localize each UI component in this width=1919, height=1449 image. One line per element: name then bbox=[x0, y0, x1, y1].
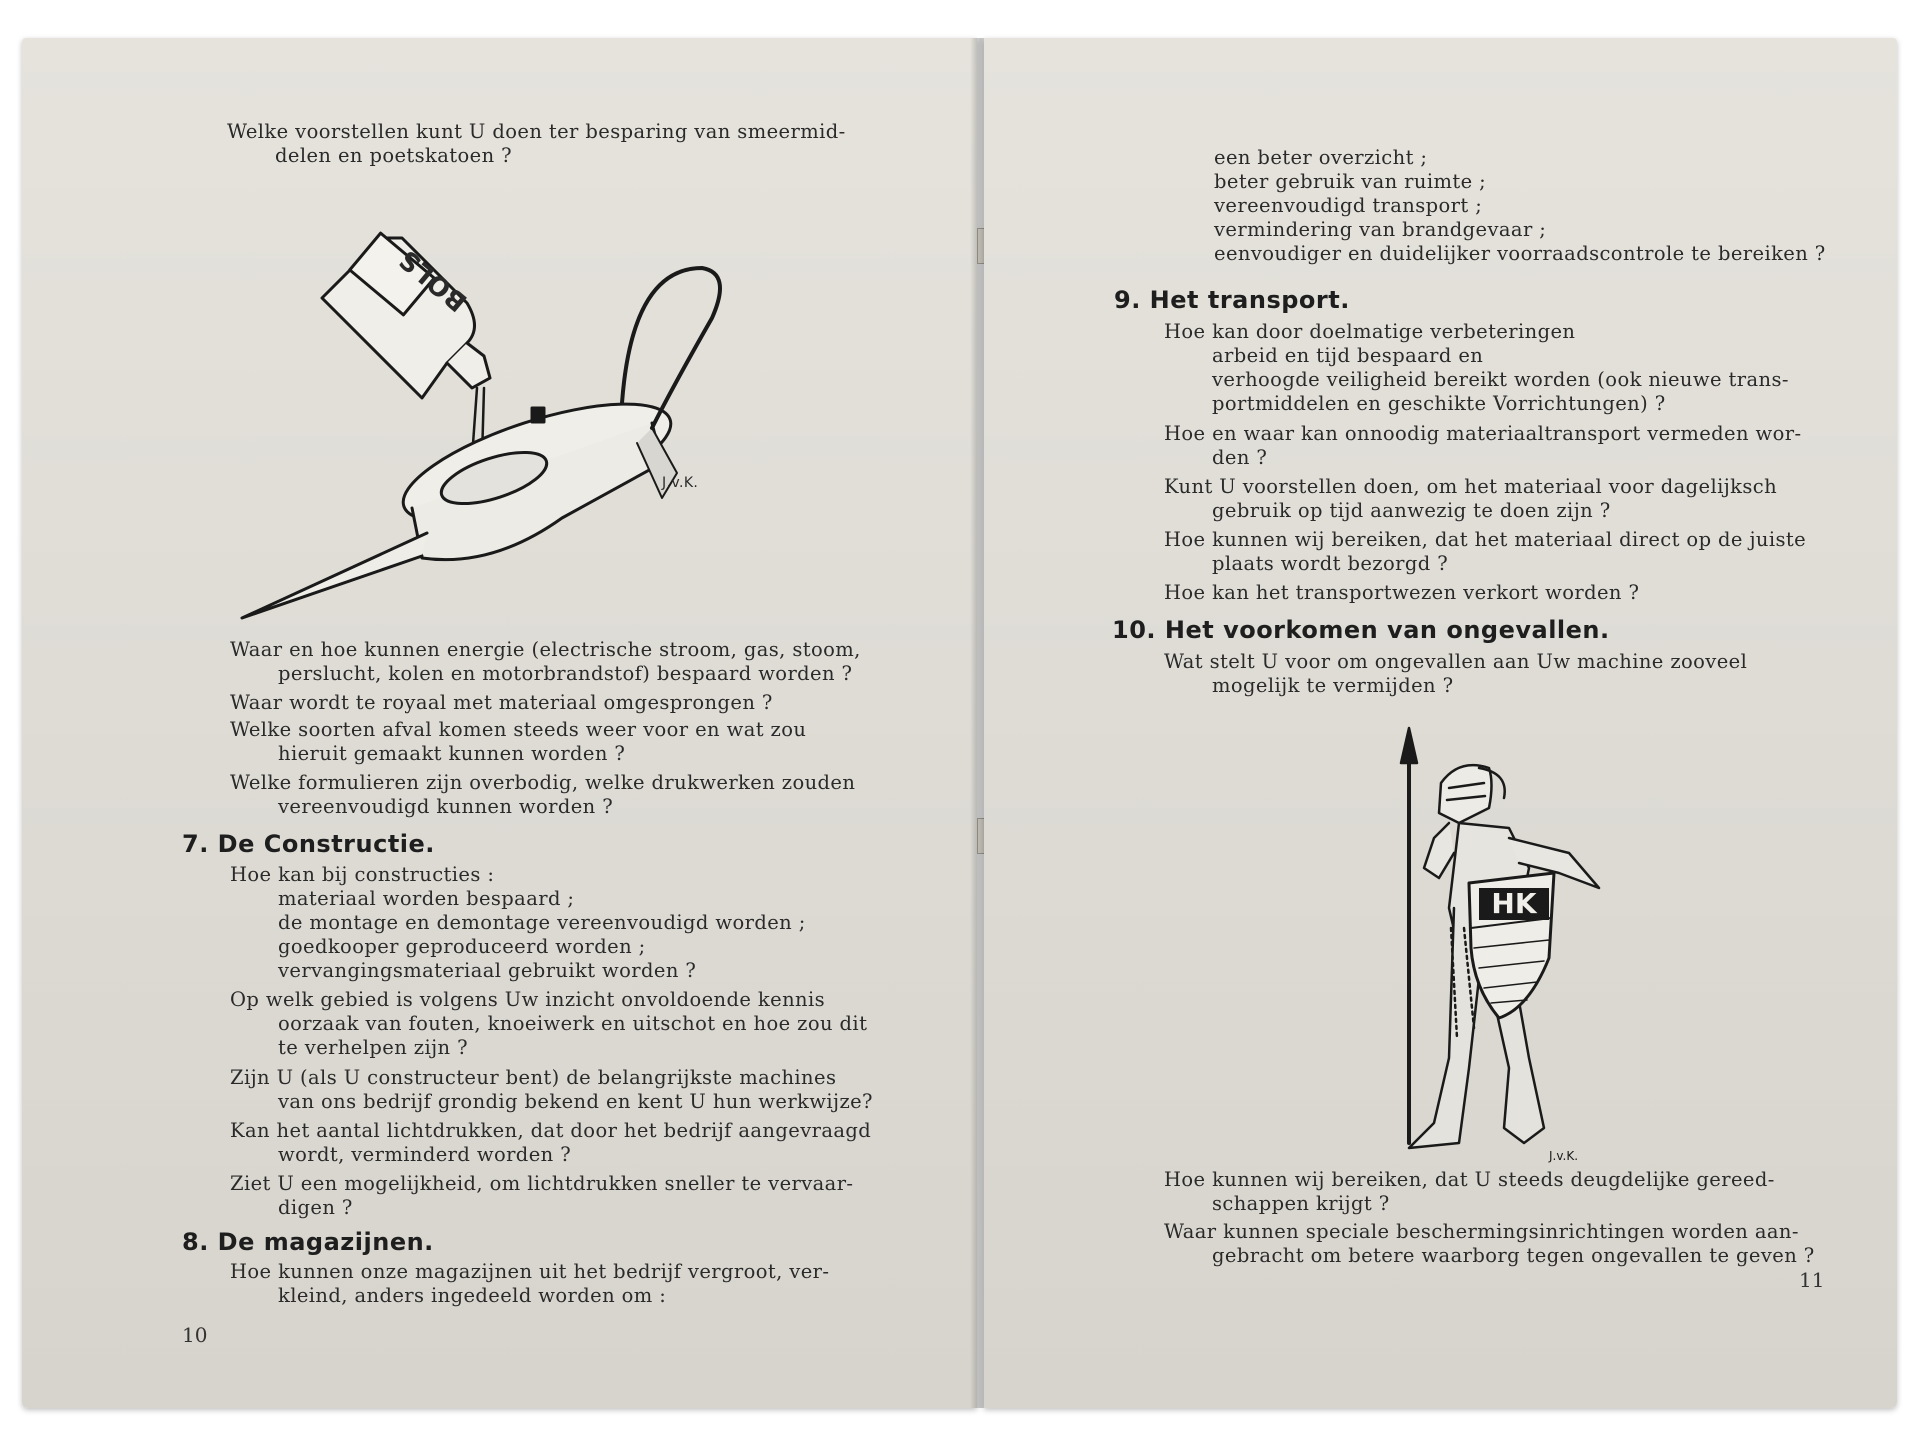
section-10-question-protection: Waar kunnen speciale beschermingsinrichtingen worden aan- gebracht om betere waarborg tegen ongevallen te geven ? bbox=[1164, 1220, 1815, 1267]
question-waste: Welke soorten afval komen steeds weer voor en wat zou hieruit gemaakt kunnen worden ? bbox=[230, 718, 807, 765]
section-7-intro: Hoe kan bij constructies : materiaal worden bespaard ; de montage en demontage vereenvoudigd worden ; goedkooper geproduceerd worden ; vervangingsmateriaal gebruikt worden ? bbox=[230, 863, 806, 982]
question-forms: Welke formulieren zijn overbodig, welke drukwerken zouden vereenvoudigd kunnen worden ? bbox=[230, 771, 856, 818]
knight-illustration bbox=[1379, 728, 1639, 1168]
intro-question: Welke voorstellen kunt U doen ter besparing van smeermid- delen en poetskatoen ? bbox=[227, 120, 846, 167]
section-9-question-avoid: Hoe en waar kan onnoodig materiaaltransport vermeden wor- den ? bbox=[1164, 422, 1802, 469]
knight-signature: J.v.K. bbox=[1549, 1149, 1579, 1163]
shield-letters: HK bbox=[1491, 887, 1537, 920]
section-8-heading: 8. De magazijnen. bbox=[182, 1228, 434, 1256]
section-7-question-prints: Kan het aantal lichtdrukken, dat door het bedrijf aangevraagd wordt, verminderd worden ? bbox=[230, 1119, 872, 1166]
section-9-question-place: Hoe kunnen wij bereiken, dat het materiaal direct op de juiste plaats wordt bezorgd ? bbox=[1164, 528, 1807, 575]
booklet-spread bbox=[22, 38, 1897, 1408]
section-8-question: Hoe kunnen onze magazijnen uit het bedrijf vergroot, ver- kleind, anders ingedeeld worden om : bbox=[230, 1260, 830, 1307]
oilcan-illustration bbox=[232, 228, 752, 628]
page-number-left: 10 bbox=[182, 1323, 208, 1347]
section-9-heading: 9. Het transport. bbox=[1114, 286, 1350, 314]
question-material: Waar wordt te royaal met materiaal omgesprongen ? bbox=[230, 691, 773, 714]
left-page bbox=[22, 38, 977, 1408]
section-9-intro: Hoe kan door doelmatige verbeteringen arbeid en tijd bespaard en verhoogde veiligheid bereikt worden (ook nieuwe trans- portmiddelen en geschikte Vorrichtungen) ? bbox=[1164, 320, 1789, 415]
right-page bbox=[984, 38, 1897, 1408]
section-8-continuation: een beter overzicht ; beter gebruik van ruimte ; vereenvoudigd transport ; vermindering van brandgevaar ; eenvoudiger en duidelijker voorraadscontrole te bereiken ? bbox=[1214, 146, 1826, 265]
section-7-question-machines: Zijn U (als U constructeur bent) de belangrijkste machines van ons bedrijf grondig bekend en kent U hun werkwijze? bbox=[230, 1066, 873, 1113]
question-energy: Waar en hoe kunnen energie (electrische stroom, gas, stoom, perslucht, kolen en motorbrandstof) bespaard worden ? bbox=[230, 638, 861, 685]
page-number-right: 11 bbox=[1799, 1268, 1825, 1292]
oilcan-signature: J.v.K. bbox=[662, 475, 699, 491]
bottle-label: BOLS bbox=[393, 243, 474, 317]
section-7-heading: 7. De Constructie. bbox=[182, 830, 435, 858]
section-7-question-speed: Ziet U een mogelijkheid, om lichtdrukken sneller te vervaar- digen ? bbox=[230, 1172, 854, 1219]
section-9-question-daily: Kunt U voorstellen doen, om het materiaal voor dagelijksch gebruik op tijd aanwezig te doen zijn ? bbox=[1164, 475, 1778, 522]
section-10-question-machine: Wat stelt U voor om ongevallen aan Uw machine zooveel mogelijk te vermijden ? bbox=[1164, 650, 1748, 697]
section-10-heading: 10. Het voorkomen van ongevallen. bbox=[1112, 616, 1610, 644]
spear-icon bbox=[1401, 728, 1417, 1143]
oilcan-icon bbox=[242, 268, 720, 618]
section-9-question-shorten: Hoe kan het transportwezen verkort worden ? bbox=[1164, 581, 1640, 604]
section-10-question-tools: Hoe kunnen wij bereiken, dat U steeds deugdelijke gereed- schappen krijgt ? bbox=[1164, 1168, 1775, 1215]
section-7-question-knowledge: Op welk gebied is volgens Uw inzicht onvoldoende kennis oorzaak van fouten, knoeiwerk en uitschot en hoe zou dit te verhelpen zijn ? bbox=[230, 988, 868, 1059]
